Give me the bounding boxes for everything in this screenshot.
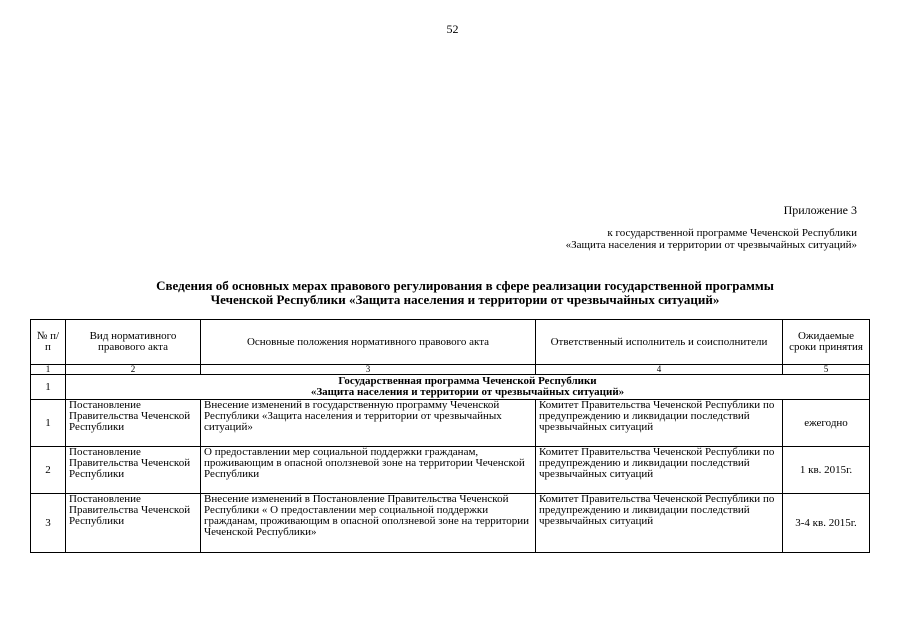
column-number: 2 — [66, 365, 201, 375]
column-number: 1 — [31, 365, 66, 375]
row-num: 2 — [31, 447, 66, 494]
table-row — [31, 494, 870, 553]
row-term: ежегодно — [783, 400, 870, 447]
document-title-line-2: Чеченской Республики «Защита населения и территории от чрезвычайных ситуаций» — [210, 292, 720, 307]
column-number-row — [31, 365, 870, 375]
column-number: 5 — [783, 365, 870, 375]
document-title — [60, 279, 870, 307]
table-header-row — [31, 320, 870, 365]
page-number: 52 — [446, 22, 459, 36]
program-title-line-1: Государственная программа Чеченской Республики — [338, 375, 597, 387]
row-act-type: Постановление Правительства Чеченской Республики — [66, 400, 201, 447]
appendix-title: Приложение 3 — [783, 203, 857, 217]
header-content: Основные положения нормативного правового акта — [201, 320, 536, 365]
program-title-cell — [66, 375, 870, 400]
column-number: 3 — [201, 365, 536, 375]
row-content: О предоставлении мер социальной поддержки гражданам, проживающим в опасной оползневой зоне на территории Чеченской Республики — [201, 447, 536, 494]
appendix-line-1: к государственной программе Чеченской Республики — [607, 226, 857, 239]
row-act-type: Постановление Правительства Чеченской Республики — [66, 447, 201, 494]
row-responsible: Комитет Правительства Чеченской Республики по предупреждению и ликвидации последствий чрезвычайных ситуаций — [536, 494, 783, 553]
program-row — [31, 375, 870, 400]
row-num: 3 — [31, 494, 66, 553]
appendix-line-2: «Защита населения и территории от чрезвычайных ситуаций» — [565, 239, 857, 251]
table-row — [31, 447, 870, 494]
row-term: 1 кв. 2015г. — [783, 447, 870, 494]
appendix-header — [566, 204, 857, 252]
row-num: 1 — [31, 400, 66, 447]
table-row — [31, 400, 870, 447]
document-title-line-1: Сведения об основных мерах правового регулирования в сфере реализации государственной программы — [156, 278, 774, 293]
program-title-line-2: «Защита населения и территории от чрезвычайных ситуаций» — [310, 386, 625, 398]
header-num: № п/п — [31, 320, 66, 365]
program-row-num: 1 — [31, 375, 66, 400]
row-responsible: Комитет Правительства Чеченской Республики по предупреждению и ликвидации последствий чрезвычайных ситуаций — [536, 447, 783, 494]
row-content: Внесение изменений в государственную программу Чеченской Республики «Защита населения и территории от чрезвычайных ситуаций» — [201, 400, 536, 447]
row-term: 3-4 кв. 2015г. — [783, 494, 870, 553]
row-responsible: Комитет Правительства Чеченской Республики по предупреждению и ликвидации последствий чрезвычайных ситуаций — [536, 400, 783, 447]
header-term: Ожидаемые сроки принятия — [783, 320, 870, 365]
row-content: Внесение изменений в Постановление Правительства Чеченской Республики « О предоставлении мер социальной поддержки гражданам, проживающим в опасной оползневой зоне на территории Чеченской Республики» — [201, 494, 536, 553]
row-act-type: Постановление Правительства Чеченской Республики — [66, 494, 201, 553]
legal-measures-table — [30, 319, 870, 553]
header-responsible: Ответственный исполнитель и соисполнители — [536, 320, 783, 365]
header-type: Вид нормативного правового акта — [66, 320, 201, 365]
column-number: 4 — [536, 365, 783, 375]
